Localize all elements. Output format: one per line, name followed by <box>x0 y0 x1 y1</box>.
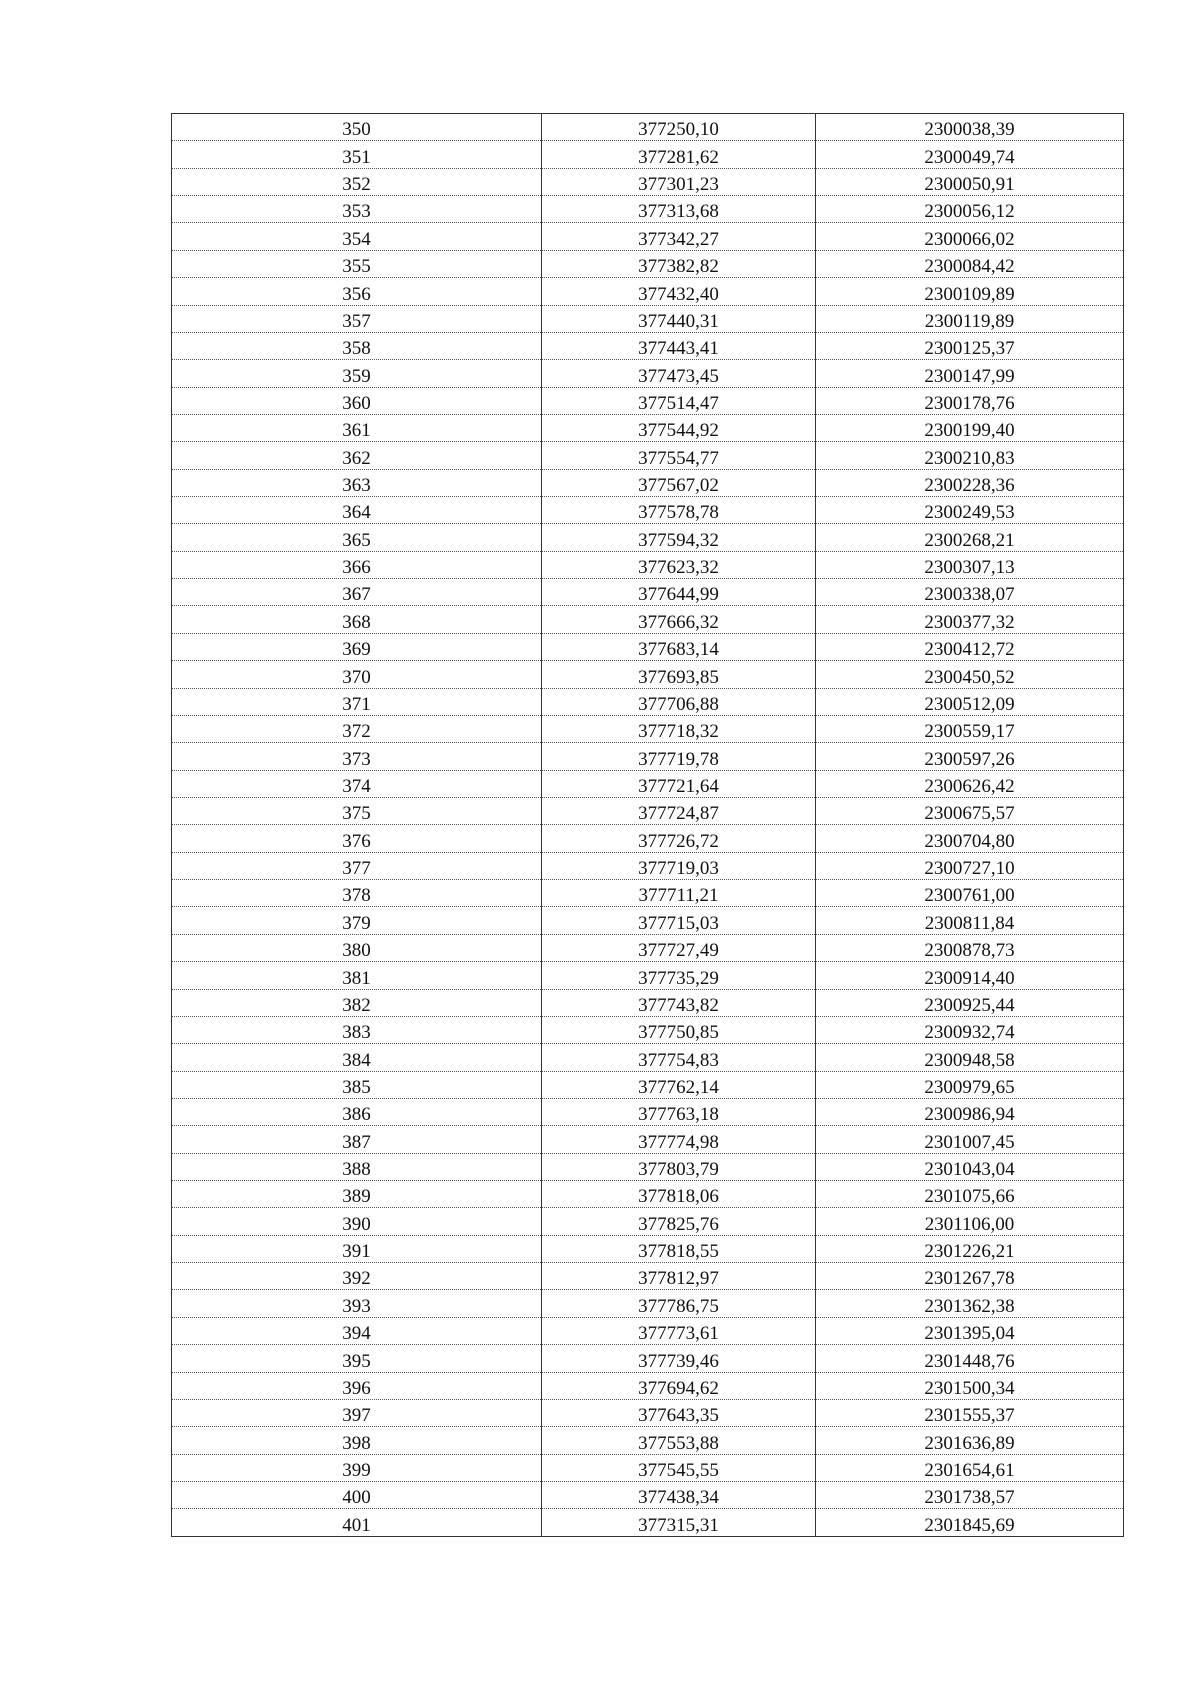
x-coordinate-cell: 377711,21 <box>542 880 816 907</box>
table-row <box>172 1372 1124 1399</box>
x-coordinate-cell: 377313,68 <box>542 196 816 223</box>
x-coordinate-cell: 377623,32 <box>542 551 816 578</box>
point-number-cell: 387 <box>172 1126 542 1153</box>
x-coordinate-cell: 377438,34 <box>542 1481 816 1508</box>
table-row <box>172 1263 1124 1290</box>
table-row <box>172 633 1124 660</box>
x-coordinate-cell: 377773,61 <box>542 1317 816 1344</box>
y-coordinate-cell: 2300084,42 <box>816 250 1124 277</box>
x-coordinate-cell: 377718,32 <box>542 715 816 742</box>
table-row <box>172 1235 1124 1262</box>
table-row <box>172 1290 1124 1317</box>
table-row <box>172 497 1124 524</box>
x-coordinate-cell: 377812,97 <box>542 1263 816 1290</box>
x-coordinate-cell: 377554,77 <box>542 442 816 469</box>
x-coordinate-cell: 377735,29 <box>542 962 816 989</box>
table-row <box>172 907 1124 934</box>
x-coordinate-cell: 377514,47 <box>542 387 816 414</box>
point-number-cell: 399 <box>172 1454 542 1481</box>
point-number-cell: 379 <box>172 907 542 934</box>
y-coordinate-cell: 2300377,32 <box>816 606 1124 633</box>
table-row <box>172 688 1124 715</box>
y-coordinate-cell: 2300979,65 <box>816 1071 1124 1098</box>
point-number-cell: 398 <box>172 1427 542 1454</box>
x-coordinate-cell: 377739,46 <box>542 1345 816 1372</box>
y-coordinate-cell: 2300049,74 <box>816 141 1124 168</box>
y-coordinate-cell: 2301845,69 <box>816 1509 1124 1536</box>
table-row <box>172 196 1124 223</box>
table-row <box>172 250 1124 277</box>
table-row <box>172 1181 1124 1208</box>
y-coordinate-cell: 2301395,04 <box>816 1317 1124 1344</box>
table-row <box>172 469 1124 496</box>
point-number-cell: 366 <box>172 551 542 578</box>
point-number-cell: 396 <box>172 1372 542 1399</box>
y-coordinate-cell: 2300178,76 <box>816 387 1124 414</box>
table-row <box>172 360 1124 387</box>
point-number-cell: 381 <box>172 962 542 989</box>
table-row <box>172 223 1124 250</box>
point-number-cell: 355 <box>172 250 542 277</box>
x-coordinate-cell: 377315,31 <box>542 1509 816 1536</box>
point-number-cell: 351 <box>172 141 542 168</box>
table-row <box>172 168 1124 195</box>
table-row <box>172 962 1124 989</box>
y-coordinate-cell: 2300210,83 <box>816 442 1124 469</box>
y-coordinate-cell: 2301226,21 <box>816 1235 1124 1262</box>
y-coordinate-cell: 2300147,99 <box>816 360 1124 387</box>
table-row <box>172 551 1124 578</box>
y-coordinate-cell: 2301448,76 <box>816 1345 1124 1372</box>
point-number-cell: 350 <box>172 114 542 141</box>
x-coordinate-cell: 377281,62 <box>542 141 816 168</box>
point-number-cell: 367 <box>172 579 542 606</box>
x-coordinate-cell: 377694,62 <box>542 1372 816 1399</box>
x-coordinate-cell: 377301,23 <box>542 168 816 195</box>
table-row <box>172 579 1124 606</box>
point-number-cell: 401 <box>172 1509 542 1536</box>
point-number-cell: 364 <box>172 497 542 524</box>
x-coordinate-cell: 377750,85 <box>542 1016 816 1043</box>
x-coordinate-cell: 377644,99 <box>542 579 816 606</box>
x-coordinate-cell: 377553,88 <box>542 1427 816 1454</box>
table-row <box>172 1126 1124 1153</box>
point-number-cell: 371 <box>172 688 542 715</box>
y-coordinate-cell: 2300559,17 <box>816 715 1124 742</box>
y-coordinate-cell: 2300727,10 <box>816 852 1124 879</box>
table-row <box>172 1427 1124 1454</box>
x-coordinate-cell: 377693,85 <box>542 661 816 688</box>
point-number-cell: 356 <box>172 278 542 305</box>
table-row <box>172 797 1124 824</box>
table-row <box>172 387 1124 414</box>
point-number-cell: 373 <box>172 743 542 770</box>
point-number-cell: 383 <box>172 1016 542 1043</box>
point-number-cell: 389 <box>172 1181 542 1208</box>
y-coordinate-cell: 2300878,73 <box>816 934 1124 961</box>
y-coordinate-cell: 2300268,21 <box>816 524 1124 551</box>
table-row <box>172 770 1124 797</box>
y-coordinate-cell: 2300761,00 <box>816 880 1124 907</box>
point-number-cell: 378 <box>172 880 542 907</box>
table-row <box>172 524 1124 551</box>
y-coordinate-cell: 2301362,38 <box>816 1290 1124 1317</box>
table-row <box>172 1016 1124 1043</box>
y-coordinate-cell: 2300249,53 <box>816 497 1124 524</box>
point-number-cell: 386 <box>172 1098 542 1125</box>
point-number-cell: 391 <box>172 1235 542 1262</box>
point-number-cell: 362 <box>172 442 542 469</box>
x-coordinate-cell: 377440,31 <box>542 305 816 332</box>
y-coordinate-cell: 2301738,57 <box>816 1481 1124 1508</box>
table-row <box>172 114 1124 141</box>
y-coordinate-cell: 2301654,61 <box>816 1454 1124 1481</box>
point-number-cell: 377 <box>172 852 542 879</box>
y-coordinate-cell: 2301267,78 <box>816 1263 1124 1290</box>
table-row <box>172 442 1124 469</box>
x-coordinate-cell: 377443,41 <box>542 332 816 359</box>
point-number-cell: 365 <box>172 524 542 551</box>
y-coordinate-cell: 2300948,58 <box>816 1044 1124 1071</box>
x-coordinate-cell: 377719,03 <box>542 852 816 879</box>
y-coordinate-cell: 2300626,42 <box>816 770 1124 797</box>
point-number-cell: 397 <box>172 1399 542 1426</box>
table-row <box>172 989 1124 1016</box>
y-coordinate-cell: 2300925,44 <box>816 989 1124 1016</box>
coordinates-table <box>171 113 1124 1537</box>
point-number-cell: 382 <box>172 989 542 1016</box>
table-row <box>172 661 1124 688</box>
x-coordinate-cell: 377754,83 <box>542 1044 816 1071</box>
y-coordinate-cell: 2300038,39 <box>816 114 1124 141</box>
x-coordinate-cell: 377578,78 <box>542 497 816 524</box>
table-row <box>172 825 1124 852</box>
point-number-cell: 370 <box>172 661 542 688</box>
point-number-cell: 353 <box>172 196 542 223</box>
y-coordinate-cell: 2300119,89 <box>816 305 1124 332</box>
point-number-cell: 385 <box>172 1071 542 1098</box>
point-number-cell: 357 <box>172 305 542 332</box>
table-row <box>172 606 1124 633</box>
x-coordinate-cell: 377719,78 <box>542 743 816 770</box>
x-coordinate-cell: 377715,03 <box>542 907 816 934</box>
coordinates-table-body <box>172 114 1124 1537</box>
table-row <box>172 743 1124 770</box>
x-coordinate-cell: 377544,92 <box>542 414 816 441</box>
y-coordinate-cell: 2300307,13 <box>816 551 1124 578</box>
table-row <box>172 1509 1124 1536</box>
y-coordinate-cell: 2301007,45 <box>816 1126 1124 1153</box>
point-number-cell: 393 <box>172 1290 542 1317</box>
table-row <box>172 1481 1124 1508</box>
x-coordinate-cell: 377706,88 <box>542 688 816 715</box>
x-coordinate-cell: 377545,55 <box>542 1454 816 1481</box>
table-row <box>172 141 1124 168</box>
y-coordinate-cell: 2300675,57 <box>816 797 1124 824</box>
point-number-cell: 395 <box>172 1345 542 1372</box>
x-coordinate-cell: 377818,06 <box>542 1181 816 1208</box>
table-row <box>172 1153 1124 1180</box>
y-coordinate-cell: 2301075,66 <box>816 1181 1124 1208</box>
y-coordinate-cell: 2301500,34 <box>816 1372 1124 1399</box>
x-coordinate-cell: 377818,55 <box>542 1235 816 1262</box>
table-row <box>172 934 1124 961</box>
y-coordinate-cell: 2300597,26 <box>816 743 1124 770</box>
table-row <box>172 332 1124 359</box>
y-coordinate-cell: 2300811,84 <box>816 907 1124 934</box>
x-coordinate-cell: 377250,10 <box>542 114 816 141</box>
table-row <box>172 880 1124 907</box>
table-row <box>172 305 1124 332</box>
point-number-cell: 374 <box>172 770 542 797</box>
y-coordinate-cell: 2300512,09 <box>816 688 1124 715</box>
point-number-cell: 392 <box>172 1263 542 1290</box>
point-number-cell: 368 <box>172 606 542 633</box>
point-number-cell: 372 <box>172 715 542 742</box>
table-row <box>172 1345 1124 1372</box>
x-coordinate-cell: 377666,32 <box>542 606 816 633</box>
x-coordinate-cell: 377774,98 <box>542 1126 816 1153</box>
y-coordinate-cell: 2300986,94 <box>816 1098 1124 1125</box>
y-coordinate-cell: 2300704,80 <box>816 825 1124 852</box>
x-coordinate-cell: 377643,35 <box>542 1399 816 1426</box>
point-number-cell: 375 <box>172 797 542 824</box>
point-number-cell: 384 <box>172 1044 542 1071</box>
table-row <box>172 1399 1124 1426</box>
y-coordinate-cell: 2300125,37 <box>816 332 1124 359</box>
x-coordinate-cell: 377803,79 <box>542 1153 816 1180</box>
y-coordinate-cell: 2300450,52 <box>816 661 1124 688</box>
y-coordinate-cell: 2300056,12 <box>816 196 1124 223</box>
point-number-cell: 361 <box>172 414 542 441</box>
table-row <box>172 1071 1124 1098</box>
y-coordinate-cell: 2300412,72 <box>816 633 1124 660</box>
point-number-cell: 354 <box>172 223 542 250</box>
y-coordinate-cell: 2300228,36 <box>816 469 1124 496</box>
table-row <box>172 414 1124 441</box>
x-coordinate-cell: 377762,14 <box>542 1071 816 1098</box>
x-coordinate-cell: 377825,76 <box>542 1208 816 1235</box>
x-coordinate-cell: 377432,40 <box>542 278 816 305</box>
y-coordinate-cell: 2301555,37 <box>816 1399 1124 1426</box>
y-coordinate-cell: 2300066,02 <box>816 223 1124 250</box>
x-coordinate-cell: 377724,87 <box>542 797 816 824</box>
x-coordinate-cell: 377743,82 <box>542 989 816 1016</box>
y-coordinate-cell: 2300199,40 <box>816 414 1124 441</box>
x-coordinate-cell: 377342,27 <box>542 223 816 250</box>
point-number-cell: 388 <box>172 1153 542 1180</box>
point-number-cell: 400 <box>172 1481 542 1508</box>
y-coordinate-cell: 2301106,00 <box>816 1208 1124 1235</box>
point-number-cell: 359 <box>172 360 542 387</box>
point-number-cell: 360 <box>172 387 542 414</box>
table-row <box>172 852 1124 879</box>
x-coordinate-cell: 377763,18 <box>542 1098 816 1125</box>
point-number-cell: 380 <box>172 934 542 961</box>
x-coordinate-cell: 377473,45 <box>542 360 816 387</box>
x-coordinate-cell: 377726,72 <box>542 825 816 852</box>
table-row <box>172 1208 1124 1235</box>
y-coordinate-cell: 2300932,74 <box>816 1016 1124 1043</box>
y-coordinate-cell: 2301043,04 <box>816 1153 1124 1180</box>
point-number-cell: 358 <box>172 332 542 359</box>
y-coordinate-cell: 2300338,07 <box>816 579 1124 606</box>
y-coordinate-cell: 2300914,40 <box>816 962 1124 989</box>
table-row <box>172 278 1124 305</box>
point-number-cell: 352 <box>172 168 542 195</box>
x-coordinate-cell: 377721,64 <box>542 770 816 797</box>
table-row <box>172 1044 1124 1071</box>
table-row <box>172 1454 1124 1481</box>
x-coordinate-cell: 377727,49 <box>542 934 816 961</box>
y-coordinate-cell: 2300109,89 <box>816 278 1124 305</box>
x-coordinate-cell: 377382,82 <box>542 250 816 277</box>
point-number-cell: 376 <box>172 825 542 852</box>
x-coordinate-cell: 377567,02 <box>542 469 816 496</box>
y-coordinate-cell: 2300050,91 <box>816 168 1124 195</box>
x-coordinate-cell: 377683,14 <box>542 633 816 660</box>
point-number-cell: 363 <box>172 469 542 496</box>
point-number-cell: 394 <box>172 1317 542 1344</box>
y-coordinate-cell: 2301636,89 <box>816 1427 1124 1454</box>
point-number-cell: 390 <box>172 1208 542 1235</box>
x-coordinate-cell: 377594,32 <box>542 524 816 551</box>
x-coordinate-cell: 377786,75 <box>542 1290 816 1317</box>
table-row <box>172 715 1124 742</box>
point-number-cell: 369 <box>172 633 542 660</box>
table-row <box>172 1317 1124 1344</box>
table-row <box>172 1098 1124 1125</box>
